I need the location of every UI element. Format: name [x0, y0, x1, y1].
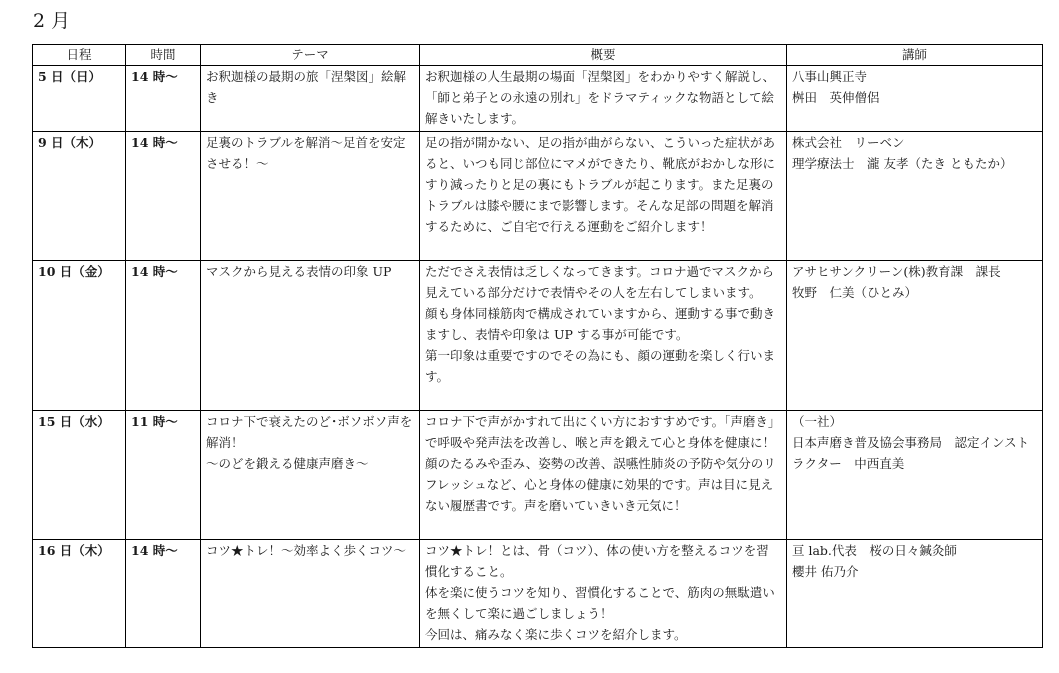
summary-paragraph: コロナ下で声がかすれて出にくい方におすすめです。「声磨き」で呼吸や発声法を改善し、喉と声を鍛えて心と身体を健康に！: [425, 414, 781, 450]
time-cell: 14 時～: [126, 540, 201, 648]
lecturer-cell: [787, 411, 1043, 540]
summary-text: 足の指が開かない、足の指が曲がらない、こういった症状があると、いつも同じ部位にマメができたり、靴底がおかしな形にすり減ったりと足の裏にもトラブルが起こります。また足裏のトラブルは膝や腰にまで影響します。そんな足部の問題を解消するために、ご自宅で行える運動をご紹介します！: [425, 135, 776, 234]
summary-paragraph: 体を楽に使うコツを知り、習慣化することで、筋肉の無駄遣いを無くして楽に過ごしましょう！: [425, 585, 775, 621]
lecturer-name: 日本声磨き普及協会事務局 認定インストラクター 中西直美: [792, 435, 1030, 471]
theme-cell: [201, 66, 420, 132]
lecturer-name: 桝田 英伸僧侶: [792, 90, 880, 105]
theme-subtitle: ～のどを鍛える健康声磨き～: [206, 456, 369, 471]
lecturer-name: 理学療法士 瀧 友孝（たき ともたか）: [792, 156, 1013, 171]
summary-cell: [420, 411, 787, 540]
header-row: [33, 45, 1043, 66]
summary-cell: [420, 261, 787, 411]
lecturer-affiliation: アサヒサンクリーン(株)教育課 課長: [792, 264, 1001, 279]
lecturer-affiliation: 八事山興正寺: [792, 69, 868, 84]
summary-text: お釈迦様の人生最期の場面「涅槃図」をわかりやすく解説し、「師と弟子との永遠の別れ」をドラマティックな物語として絵解きいたします。: [425, 69, 776, 126]
lecturer-name: 櫻井 佑乃介: [792, 564, 859, 579]
theme-cell: [201, 540, 420, 648]
lecturer-affiliation: 亘 lab.代表 桜の日々鍼灸師: [792, 543, 957, 558]
table-row: [33, 132, 1043, 261]
lecturer-cell: [787, 540, 1043, 648]
theme-text: コロナ下で衰えたのど･ボソボソ声を解消！: [206, 414, 413, 450]
date-cell: 9 日（木）: [33, 132, 126, 261]
header-summary: 概要: [420, 45, 787, 66]
table-row: [33, 66, 1043, 132]
time-cell: 11 時～: [126, 411, 201, 540]
table-row: [33, 540, 1043, 648]
theme-text: お釈迦様の最期の旅「涅槃図」絵解き: [206, 69, 407, 105]
theme-text: マスクから見える表情の印象 UP: [206, 264, 392, 279]
lecturer-cell: [787, 261, 1043, 411]
time-cell: 14 時～: [126, 132, 201, 261]
date-cell: 5 日（日）: [33, 66, 126, 132]
month-title: 2 月: [33, 10, 71, 32]
header-time: 時間: [126, 45, 201, 66]
summary-paragraph: 顔も身体同様筋肉で構成されていますから、運動する事で動きますし、表情や印象は UP する事が可能です。: [425, 306, 776, 342]
theme-cell: [201, 261, 420, 411]
summary-paragraph: 第一印象は重要ですのでその為にも、顔の運動を楽しく行います。: [425, 348, 776, 384]
table-row: [33, 411, 1043, 540]
summary-paragraph: ただでさえ表情は乏しくなってきます。コロナ過でマスクから見えている部分だけで表情やその人を左右してしまいます。: [425, 264, 775, 300]
date-cell: 16 日（木）: [33, 540, 126, 648]
date-cell: 15 日（水）: [33, 411, 126, 540]
summary-paragraph: 今回は、痛みなく楽に歩くコツを紹介します。: [425, 627, 687, 642]
summary-paragraph: コツ★トレ！とは、骨（コツ）、体の使い方を整えるコツを習慣化すること。: [425, 543, 769, 579]
lecturer-cell: [787, 132, 1043, 261]
header-date: 日程: [33, 45, 126, 66]
header-lecturer: 講師: [787, 45, 1043, 66]
schedule-table: [32, 44, 1043, 648]
theme-text: 足裏のトラブルを解消～足首を安定させる！～: [206, 135, 406, 171]
lecturer-affiliation: 株式会社 リーベン: [792, 135, 905, 150]
theme-text: コツ★トレ！～効率よく歩くコツ～: [206, 543, 407, 558]
summary-cell: [420, 132, 787, 261]
header-theme: テーマ: [201, 45, 420, 66]
theme-cell: [201, 132, 420, 261]
date-cell: 10 日（金）: [33, 261, 126, 411]
lecturer-cell: [787, 66, 1043, 132]
theme-cell: [201, 411, 420, 540]
time-cell: 14 時～: [126, 66, 201, 132]
time-cell: 14 時～: [126, 261, 201, 411]
summary-cell: [420, 540, 787, 648]
summary-cell: [420, 66, 787, 132]
summary-paragraph: 顔のたるみや歪み、姿勢の改善、誤嚥性肺炎の予防や気分のリフレッシュなど、心と身体の健康に効果的です。声は目に見えない履歴書です。声を磨いていきいき元気に！: [425, 456, 776, 513]
table-row: [33, 261, 1043, 411]
lecturer-name: 牧野 仁美（ひとみ）: [792, 285, 918, 300]
lecturer-affiliation: （一社）: [792, 414, 843, 429]
